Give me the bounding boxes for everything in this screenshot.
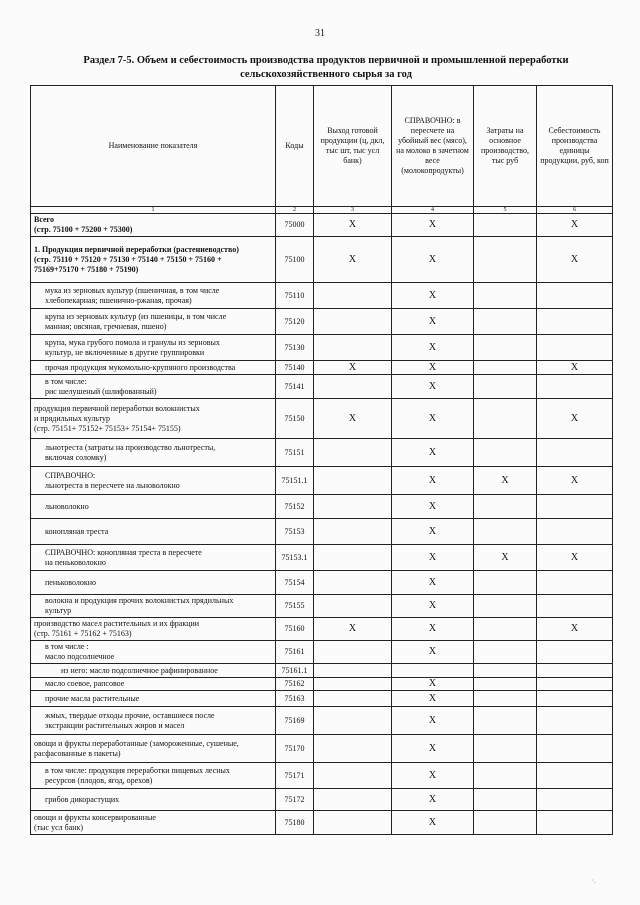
- table-row: [31, 763, 613, 789]
- row-name: овощи и фрукты переработанные (замороженные, сушеные, расфасованные в пакеты): [31, 735, 276, 763]
- row-output: X: [314, 237, 392, 283]
- row-code: 75180: [276, 811, 314, 835]
- row-costs: [474, 237, 537, 283]
- row-costs: [474, 571, 537, 595]
- table-row: [31, 618, 613, 641]
- row-code: 75140: [276, 361, 314, 375]
- row-name: пеньковолокно: [31, 571, 276, 595]
- column-number: 2: [276, 207, 314, 214]
- row-output: [314, 519, 392, 545]
- row-code: 75161: [276, 641, 314, 664]
- row-code: 75170: [276, 735, 314, 763]
- table-row: [31, 361, 613, 375]
- row-output: [314, 691, 392, 707]
- row-unit-cost: [537, 641, 613, 664]
- table-row: [31, 237, 613, 283]
- row-costs: [474, 641, 537, 664]
- column-number: 6: [537, 207, 613, 214]
- section-title: [60, 54, 592, 82]
- column-number-row: [31, 207, 613, 214]
- row-code: 75154: [276, 571, 314, 595]
- row-name: СПРАВОЧНО: конопляная треста в пересчете на пеньковолокно: [31, 545, 276, 571]
- row-name: крупа из зерновых культур (из пшеницы, в том числе манная; овсяная, гречневая, пшено): [31, 309, 276, 335]
- row-code: 75162: [276, 678, 314, 691]
- row-output: X: [314, 618, 392, 641]
- row-costs: [474, 763, 537, 789]
- row-name: грибов дикорастущих: [31, 789, 276, 811]
- row-unit-cost: X: [537, 545, 613, 571]
- row-reference: X: [392, 691, 474, 707]
- table-row: [31, 375, 613, 399]
- row-costs: [474, 664, 537, 678]
- column-number: 3: [314, 207, 392, 214]
- table-row: [31, 641, 613, 664]
- header-row: [31, 86, 613, 207]
- row-name: 1. Продукция первичной переработки (растениеводство) (стр. 75110 + 75120 + 75130 + 75140 + 75150 + 75160 + 75169+75170 + 75180 + 75190): [31, 237, 276, 283]
- row-output: [314, 664, 392, 678]
- row-code: 75100: [276, 237, 314, 283]
- title-line-1: Раздел 7-5. Объем и себестоимость производства продуктов первичной и промышленной переработки: [83, 55, 569, 66]
- row-reference: X: [392, 467, 474, 495]
- row-reference: X: [392, 519, 474, 545]
- header-costs: Затраты на основное производство, тыс руб: [474, 86, 537, 207]
- row-costs: [474, 678, 537, 691]
- row-code: 75151: [276, 439, 314, 467]
- table-row: [31, 519, 613, 545]
- row-unit-cost: [537, 335, 613, 361]
- row-unit-cost: X: [537, 467, 613, 495]
- row-reference: X: [392, 214, 474, 237]
- row-name: производство масел растительных и их фракции (стр. 75161 + 75162 + 75163): [31, 618, 276, 641]
- column-number: 4: [392, 207, 474, 214]
- row-costs: [474, 309, 537, 335]
- table-row: [31, 545, 613, 571]
- row-unit-cost: [537, 439, 613, 467]
- row-unit-cost: [537, 595, 613, 618]
- row-unit-cost: [537, 735, 613, 763]
- row-name: овощи и фрукты консервированные (тыс усл банк): [31, 811, 276, 835]
- row-costs: [474, 283, 537, 309]
- row-reference: X: [392, 789, 474, 811]
- row-costs: X: [474, 467, 537, 495]
- row-name: льнотреста (затраты на производство льнотресты, включая соломку): [31, 439, 276, 467]
- row-output: [314, 545, 392, 571]
- row-output: [314, 735, 392, 763]
- row-unit-cost: [537, 519, 613, 545]
- row-unit-cost: [537, 789, 613, 811]
- row-code: 75169: [276, 707, 314, 735]
- row-unit-cost: X: [537, 214, 613, 237]
- row-code: 75163: [276, 691, 314, 707]
- row-unit-cost: X: [537, 237, 613, 283]
- row-code: 75152: [276, 495, 314, 519]
- row-code: 75150: [276, 399, 314, 439]
- row-unit-cost: [537, 707, 613, 735]
- row-name: жмых, твердые отходы прочие, оставшиеся после экстракции растительных жиров и масел: [31, 707, 276, 735]
- row-unit-cost: [537, 691, 613, 707]
- row-code: 75160: [276, 618, 314, 641]
- row-output: [314, 375, 392, 399]
- table-row: [31, 595, 613, 618]
- row-reference: X: [392, 237, 474, 283]
- row-costs: X: [474, 545, 537, 571]
- row-reference: X: [392, 545, 474, 571]
- row-unit-cost: [537, 571, 613, 595]
- table-row: [31, 691, 613, 707]
- table-row: [31, 283, 613, 309]
- row-unit-cost: X: [537, 361, 613, 375]
- row-name: крупа, мука грубого помола и гранулы из зерновых культур, не включенные в другие группировки: [31, 335, 276, 361]
- table-row: [31, 735, 613, 763]
- row-code: 75110: [276, 283, 314, 309]
- row-name: СПРАВОЧНО: льнотреста в пересчете на льноволокно: [31, 467, 276, 495]
- title-line-2: сельскохозяйственного сырья за год: [240, 69, 412, 80]
- row-costs: [474, 399, 537, 439]
- row-costs: [474, 335, 537, 361]
- row-output: [314, 707, 392, 735]
- row-code: 75153.1: [276, 545, 314, 571]
- row-code: 75172: [276, 789, 314, 811]
- row-costs: [474, 691, 537, 707]
- row-unit-cost: [537, 283, 613, 309]
- row-name: в том числе : масло подсолнечное: [31, 641, 276, 664]
- row-reference: X: [392, 735, 474, 763]
- row-reference: X: [392, 641, 474, 664]
- header-unit-cost: Себестоимость производства единицы продукции, руб, коп: [537, 86, 613, 207]
- table-row: [31, 664, 613, 678]
- row-name: в том числе: продукция переработки пищевых лесных ресурсов (плодов, ягод, орехов): [31, 763, 276, 789]
- row-output: [314, 495, 392, 519]
- row-code: 75130: [276, 335, 314, 361]
- scan-mark: ·.: [591, 876, 596, 885]
- header-output: Выход готовой продукции (ц, дкл, тыс шт, тыс усл банк): [314, 86, 392, 207]
- row-unit-cost: [537, 495, 613, 519]
- row-output: [314, 439, 392, 467]
- row-code: 75153: [276, 519, 314, 545]
- row-unit-cost: X: [537, 399, 613, 439]
- row-name: в том числе: рис шелушеный (шлифованный): [31, 375, 276, 399]
- table-row: [31, 439, 613, 467]
- row-costs: [474, 439, 537, 467]
- header-name: Наименование показателя: [31, 86, 276, 207]
- row-unit-cost: [537, 375, 613, 399]
- row-output: [314, 678, 392, 691]
- column-number: 1: [31, 207, 276, 214]
- page-number: 31: [315, 28, 325, 39]
- row-name: продукция первичной переработки волокнистых и прядильных культур (стр. 75151+ 75152+ 75153+ 75154+ 75155): [31, 399, 276, 439]
- row-name: льноволокно: [31, 495, 276, 519]
- row-reference: X: [392, 618, 474, 641]
- row-name: масло соевое, рапсовое: [31, 678, 276, 691]
- row-reference: X: [392, 595, 474, 618]
- row-costs: [474, 214, 537, 237]
- column-number: 5: [474, 207, 537, 214]
- row-output: [314, 335, 392, 361]
- row-name: конопляная треста: [31, 519, 276, 545]
- row-reference: X: [392, 309, 474, 335]
- row-costs: [474, 519, 537, 545]
- table-row: [31, 399, 613, 439]
- table-row: [31, 811, 613, 835]
- row-output: X: [314, 361, 392, 375]
- row-unit-cost: [537, 763, 613, 789]
- table-row: [31, 678, 613, 691]
- row-costs: [474, 595, 537, 618]
- row-output: X: [314, 214, 392, 237]
- table-row: [31, 789, 613, 811]
- row-output: [314, 763, 392, 789]
- row-code: 75120: [276, 309, 314, 335]
- row-reference: X: [392, 283, 474, 309]
- row-reference: [392, 664, 474, 678]
- row-output: [314, 571, 392, 595]
- row-unit-cost: [537, 678, 613, 691]
- row-reference: X: [392, 571, 474, 595]
- row-unit-cost: X: [537, 618, 613, 641]
- row-output: [314, 641, 392, 664]
- row-output: [314, 467, 392, 495]
- row-unit-cost: [537, 309, 613, 335]
- row-name: мука из зерновых культур (пшеничная, в том числе хлебопекарная; пшенично-ржаная, прочая): [31, 283, 276, 309]
- row-reference: X: [392, 439, 474, 467]
- row-reference: X: [392, 399, 474, 439]
- row-costs: [474, 811, 537, 835]
- row-reference: X: [392, 375, 474, 399]
- row-costs: [474, 735, 537, 763]
- row-output: [314, 811, 392, 835]
- header-code: Коды: [276, 86, 314, 207]
- row-name: из него: масло подсолнечное рафинированное: [31, 664, 276, 678]
- table-row: [31, 335, 613, 361]
- row-costs: [474, 495, 537, 519]
- row-reference: X: [392, 811, 474, 835]
- table-row: [31, 309, 613, 335]
- row-reference: X: [392, 707, 474, 735]
- row-unit-cost: [537, 811, 613, 835]
- row-name: волокна и продукция прочих волокнистых прядильных культур: [31, 595, 276, 618]
- row-output: [314, 283, 392, 309]
- row-code: 75171: [276, 763, 314, 789]
- row-output: [314, 789, 392, 811]
- row-output: [314, 309, 392, 335]
- row-unit-cost: [537, 664, 613, 678]
- row-name: Всего (стр. 75100 + 75200 + 75300): [31, 214, 276, 237]
- row-reference: X: [392, 335, 474, 361]
- row-code: 75151.1: [276, 467, 314, 495]
- table-row: [31, 467, 613, 495]
- row-costs: [474, 707, 537, 735]
- row-code: 75141: [276, 375, 314, 399]
- row-reference: X: [392, 361, 474, 375]
- header-reference: СПРАВОЧНО: в пересчете на убойный вес (мясо), на молоко в зачетном весе (молокопродукты): [392, 86, 474, 207]
- table-row: [31, 707, 613, 735]
- row-name: прочая продукция мукомольно-крупяного производства: [31, 361, 276, 375]
- row-name: прочие масла растительные: [31, 691, 276, 707]
- row-costs: [474, 618, 537, 641]
- row-costs: [474, 789, 537, 811]
- row-output: X: [314, 399, 392, 439]
- row-reference: X: [392, 495, 474, 519]
- row-costs: [474, 361, 537, 375]
- row-reference: X: [392, 763, 474, 789]
- row-code: 75155: [276, 595, 314, 618]
- table-row: [31, 495, 613, 519]
- row-costs: [474, 375, 537, 399]
- row-output: [314, 595, 392, 618]
- row-code: 75000: [276, 214, 314, 237]
- production-table: [30, 85, 613, 835]
- row-code: 75161.1: [276, 664, 314, 678]
- table-row: [31, 571, 613, 595]
- row-reference: X: [392, 678, 474, 691]
- table-row: [31, 214, 613, 237]
